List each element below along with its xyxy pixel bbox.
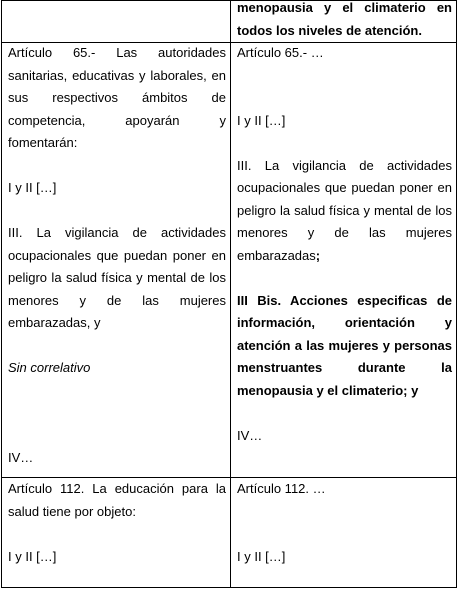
fractions-i-ii: I y II […] [8,180,57,195]
row2-right-cell [231,42,456,477]
article-112-proposed: Artículo 112. … [237,481,326,496]
row1-right-cell [231,0,456,42]
row3-left-cell [2,478,230,587]
fraction-iii-semicolon: ; [315,247,321,263]
article-112-current: Artículo 112. La educación para la salud tiene por objeto: [8,481,226,519]
fraction-iv: IV… [237,427,263,443]
fraction-iii-current: III. La vigilancia de actividades ocupacionales que puedan poner en peligro la salud física y mental de los menores y de las mujeres embarazadas, y [8,225,226,330]
article-65-current: Artículo 65.- Las autoridades sanitarias, educativas y laborales, en sus respectivos ámbitos de competencia, apoyarán y fomentarán: [8,45,226,150]
amendment-text: menopausia y el climaterio en todos los niveles de atención. [237,0,452,38]
fraction-iii-text: III. La vigilancia de actividades ocupacionales que puedan poner en peligro la salud física y mental de los menores y de las mujeres embarazadas [237,157,452,263]
fractions-i-ii: I y II […] [237,112,286,128]
no-correlative-note: Sin correlativo [8,360,91,375]
row2-left-cell [2,42,230,477]
fractions-i-ii: I y II […] [237,548,286,564]
row3-right-cell [231,478,456,587]
fraction-iii-bis-proposed: III Bis. Acciones especificas de información, orientación y atención a las mujeres y personas menstruantes durante la menopausia y el climaterio; y [237,292,452,398]
table-border-right [456,0,457,588]
article-65-proposed: Artículo 65.- … [237,45,324,60]
fractions-i-ii: I y II […] [8,548,57,564]
table-border-bottom [1,587,457,588]
comparison-table [1,0,457,588]
fraction-iv: IV… [8,450,34,465]
fraction-iii-proposed [237,155,452,268]
row1-left-cell [2,1,230,42]
